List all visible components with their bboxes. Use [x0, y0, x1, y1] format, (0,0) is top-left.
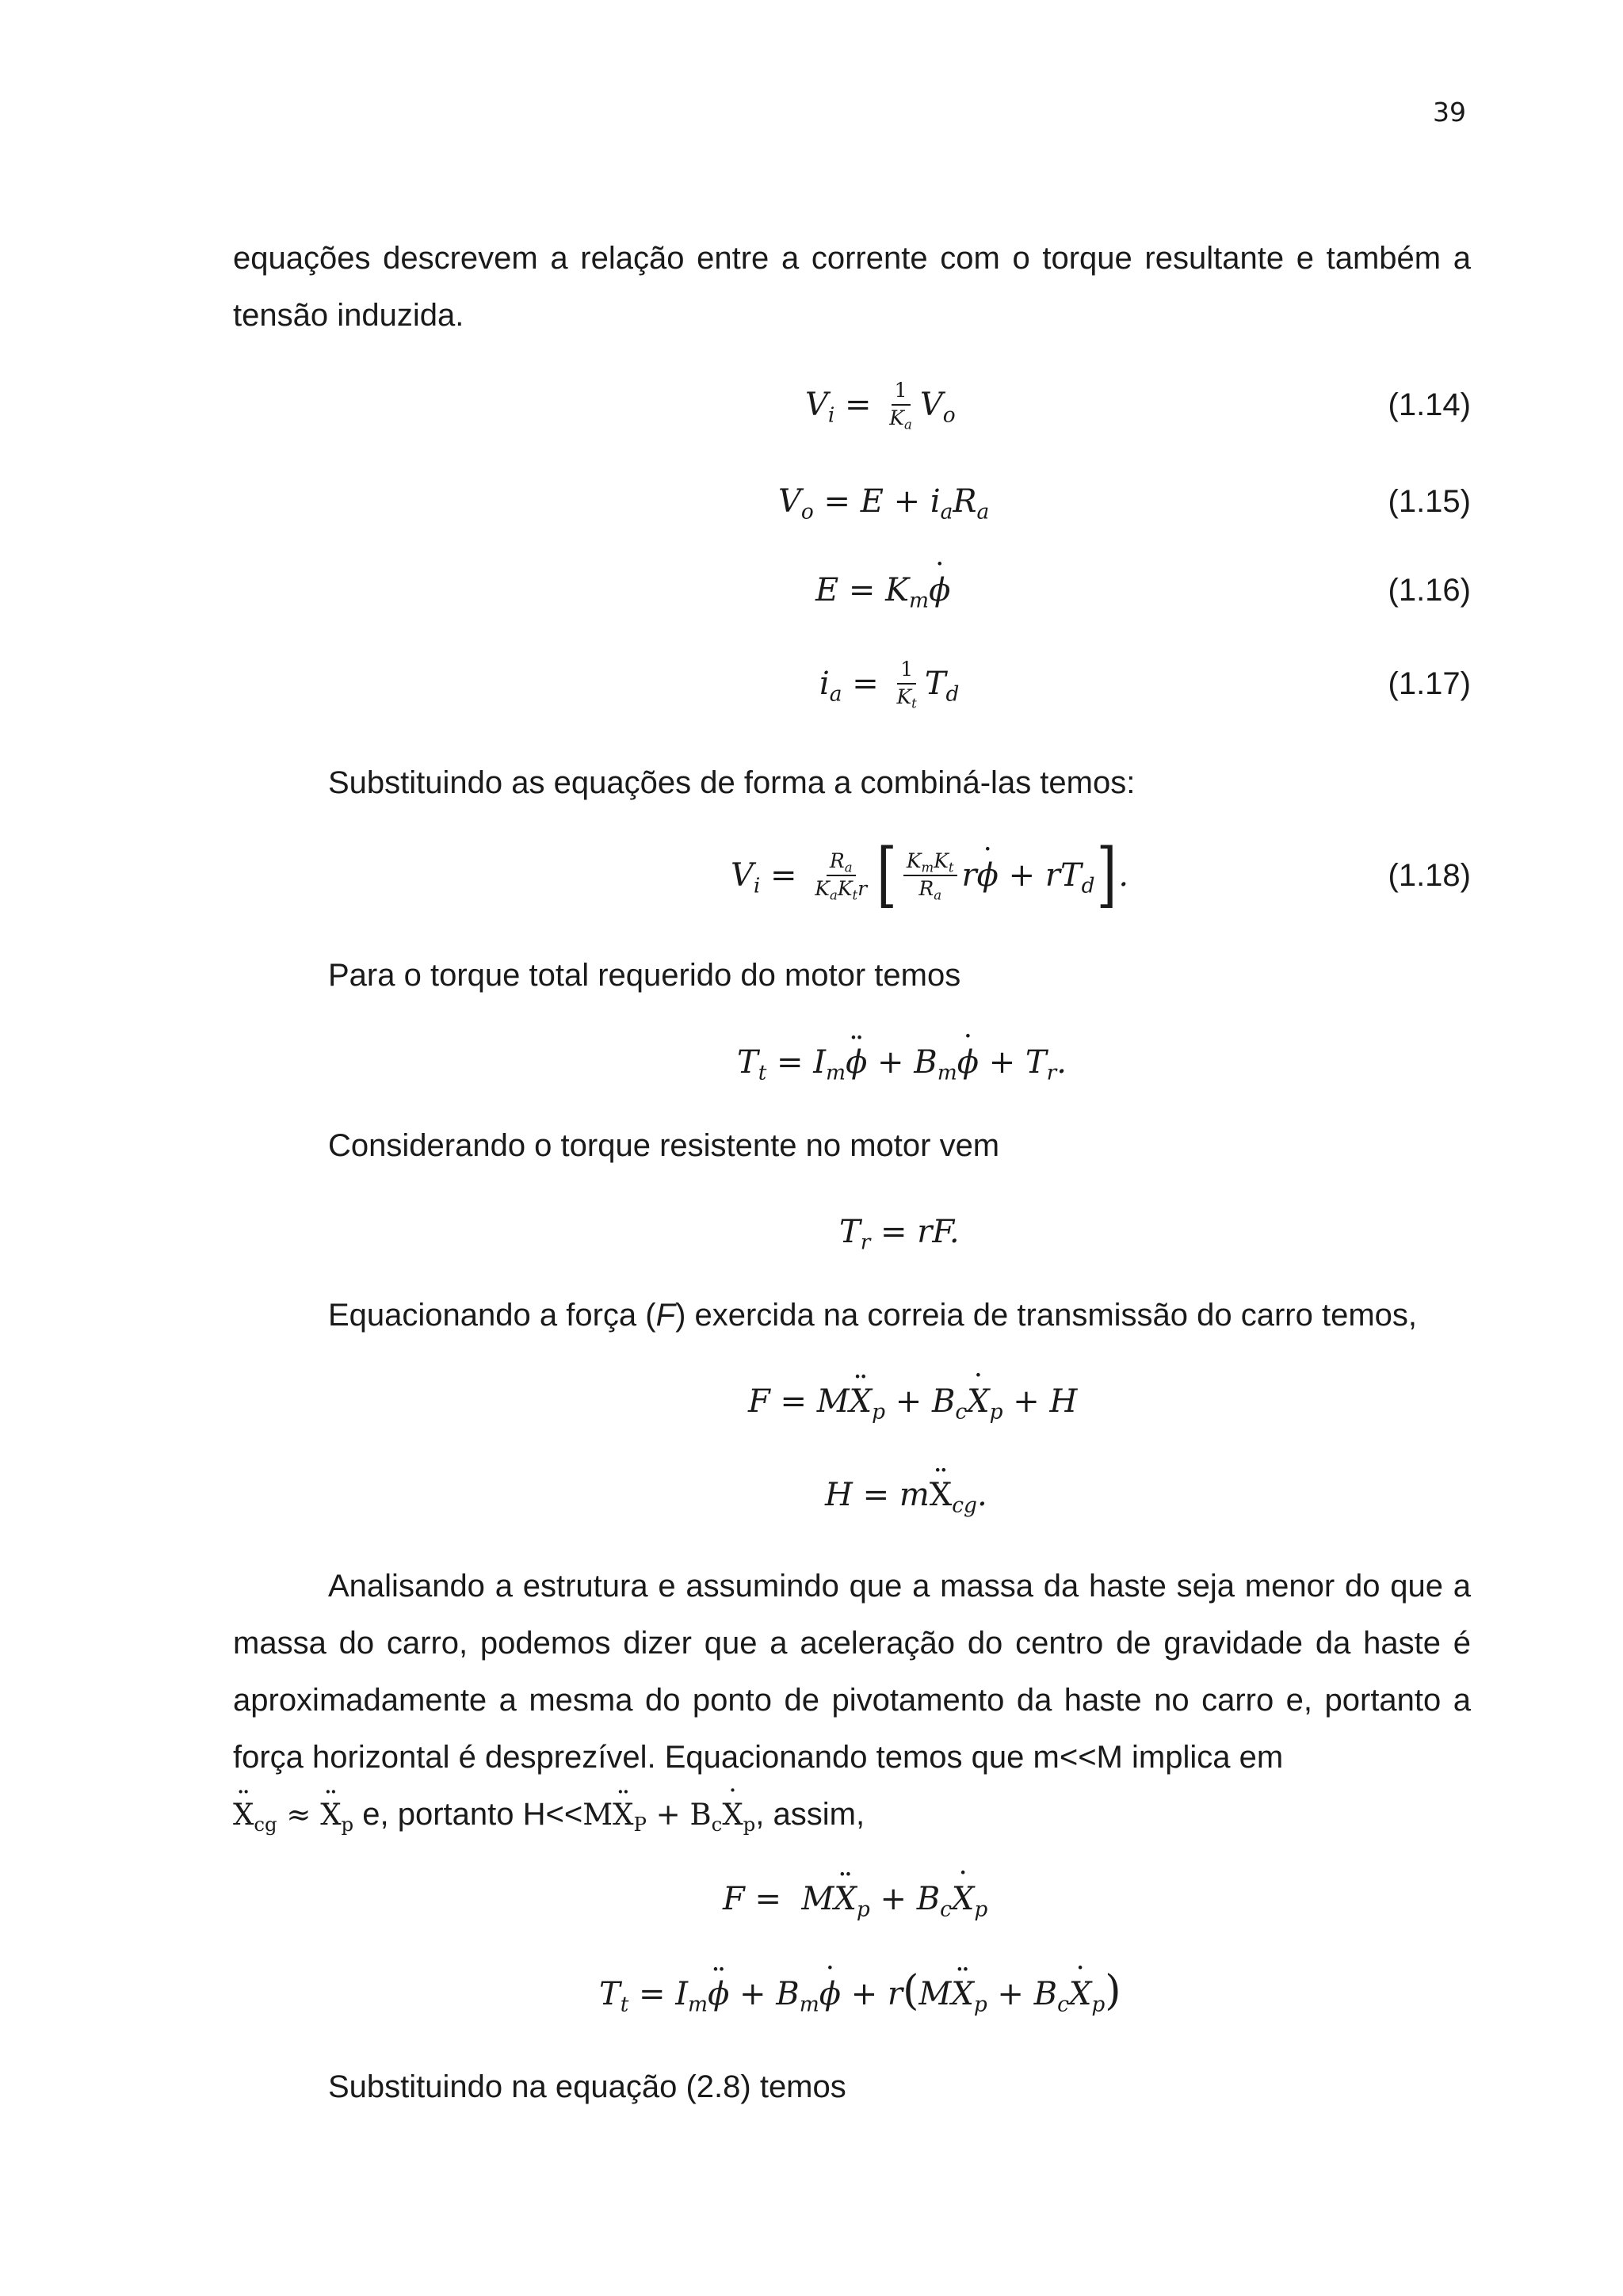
equation-row — [233, 466, 1471, 537]
conclusion-line: ¨ $X_{cg}$ ≈ ¨ $X_p$ e, portanto H<<M¨ $X_P$ + $B_c˙$ $X_p$, assim, — [233, 1786, 1471, 1844]
equation-row — [233, 1196, 1471, 1268]
final-text: Substituindo na equação (2.8) temos — [328, 2069, 846, 2104]
equation-row — [233, 1863, 1471, 1935]
force-symbol: F — [655, 1298, 676, 1333]
equation-1-18: $V_i$ = $\frac{R_a}{K_aK_tr}$ [ $\frac{K_mK_t}{R_a}$ r˙ $\phi + rT_d$ ] . — [731, 840, 1128, 911]
resistant-torque-text: Considerando o torque resistente no motor vem — [328, 1128, 1000, 1163]
total-torque-text: Para o torque total requerido do motor temos — [328, 958, 961, 993]
equation-number: (1.15) — [1388, 483, 1471, 519]
equation-row — [233, 1955, 1471, 2027]
page-number: 39 — [1433, 97, 1466, 128]
equation-number: (1.17) — [1388, 666, 1471, 701]
equation-resistant-torque: $T_r$ = rF. — [839, 1214, 960, 1255]
equation-row — [233, 1459, 1471, 1531]
equation-total-torque: $T_t$ = $I_m¨$ $\phi + B_m˙$ $\phi + T_r$. — [737, 1027, 1067, 1098]
equation-number: (1.16) — [1388, 572, 1471, 608]
equation-force-simplified: F = M¨ $X_p$ + $B_c˙$ $X_p$ — [723, 1863, 987, 1935]
equation-row — [233, 833, 1471, 917]
analysis-paragraph: Analisando a estrutura e assumindo que a massa da haste seja menor do que a massa do carro, podemos dizer que a aceleração do centro de gravidade da haste é aproximadamente a mesma do ponto de pivotamento da haste no carro e, portanto a força horizontal é desprezível. Equacionando temos que m<<M implica em — [233, 1569, 1471, 1775]
equation-h: H = m¨ $X_{cg}$. — [825, 1459, 987, 1531]
equation-number: (1.18) — [1388, 857, 1471, 893]
substituting-text: Substituindo as equações de forma a combiná-las temos: — [328, 765, 1136, 800]
equation-number: (1.14) — [1388, 387, 1471, 422]
equation-row — [233, 1366, 1471, 1437]
force-text: Equacionando a força (F) exercida na correia de transmissão do carro temos, — [328, 1298, 1418, 1333]
equation-1-14: $V_i$ = $\frac{1}{K_a}$ $V_o$ — [805, 379, 956, 433]
equation-1-16: $E = K_m˙$ ϕ — [815, 555, 950, 626]
equation-row — [233, 648, 1471, 719]
equation-1-15: $V_o = E + i_aR_a$ — [778, 483, 990, 524]
intro-paragraph: equações descrevem a relação entre a corrente com o torque resultante e também a tensão induzida. — [233, 241, 1471, 333]
equation-row — [233, 1027, 1471, 1098]
equation-force: F = M¨ $X_p$ + $B_c˙$ $X_p + H$ — [748, 1366, 1077, 1437]
equation-row — [233, 555, 1471, 626]
equation-row — [233, 369, 1471, 441]
equation-1-17: $i_a$ = $\frac{1}{K_t}$ $T_d$ — [819, 658, 960, 711]
equation-total-torque-final: $T_t$ = $I_m¨$ $\phi + B_m˙$ ϕ + r(M¨ $X_p$ + $B_c˙$ $X_p$) — [599, 1955, 1121, 2027]
